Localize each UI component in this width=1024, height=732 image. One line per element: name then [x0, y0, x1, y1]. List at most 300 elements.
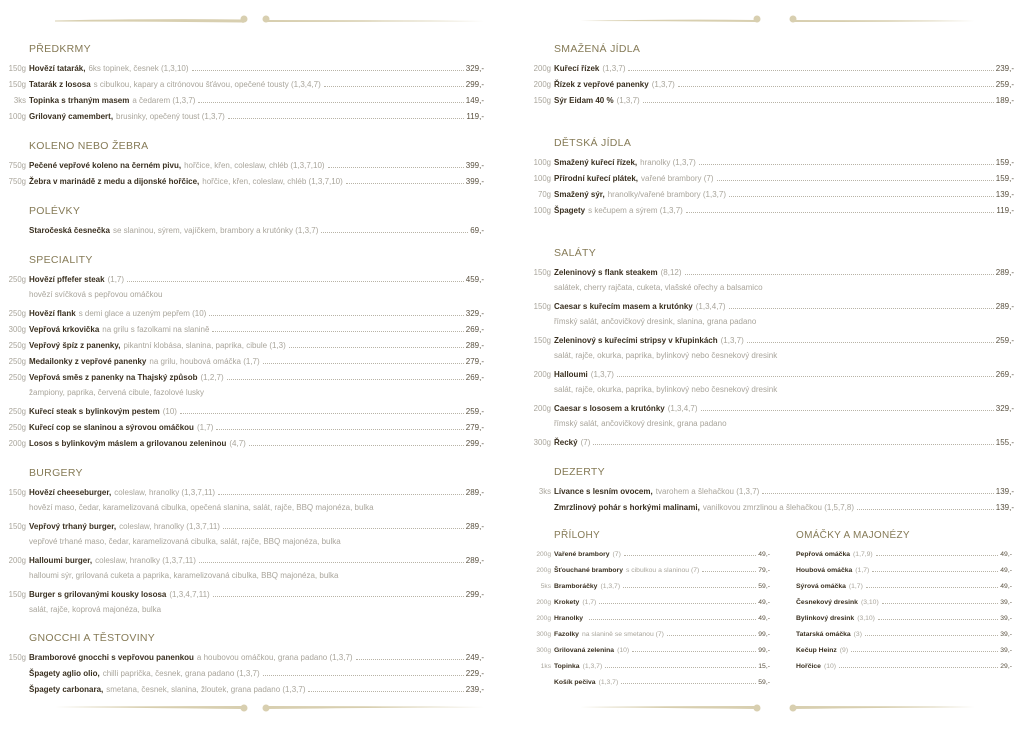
- item-price: 239,-: [995, 64, 1014, 73]
- item-price: 289,-: [995, 268, 1014, 277]
- leader-dots: [717, 180, 994, 181]
- leader-dots: [198, 102, 463, 103]
- section-speciality: [8, 254, 484, 452]
- section-predkrmy: [8, 43, 484, 125]
- item-weight: 150g: [533, 96, 551, 105]
- divider-flourish-icon: [55, 12, 495, 26]
- leader-dots: [882, 603, 999, 604]
- item-desc: (1,7,9): [853, 551, 873, 558]
- item-name: Česnekový dresink: [796, 599, 858, 606]
- item-price: 299,-: [465, 439, 484, 448]
- section-title: DEZERTY: [554, 466, 605, 478]
- item-desc: vanilkovou zmrzlinou a šlehačkou (1,5,7,8): [702, 503, 855, 512]
- item-price: 149,-: [465, 96, 484, 105]
- menu-item: [540, 659, 770, 675]
- menu-item: [540, 579, 770, 595]
- leader-dots: [249, 445, 464, 446]
- item-weight: 150g: [533, 268, 551, 277]
- item-name: Vepřový trhaný burger,: [29, 522, 117, 531]
- item-price: 79,-: [758, 567, 770, 574]
- item-weight: 750g: [8, 161, 26, 170]
- menu-item: [533, 401, 1014, 431]
- item-name: Topinka: [554, 663, 580, 670]
- item-price: 259,-: [465, 407, 484, 416]
- item-price: 15,-: [758, 663, 770, 670]
- item-weight: 250g: [8, 275, 26, 284]
- item-name: Přírodní kuřecí plátek,: [554, 174, 639, 183]
- item-price: 119,-: [996, 206, 1014, 215]
- item-name: Caesar s kuřecím masem a krutónky: [554, 302, 693, 311]
- item-name: Vařené brambory: [554, 551, 610, 558]
- item-desc: s cibulkou a slaninou (7): [625, 567, 700, 574]
- item-weight: 750g: [8, 177, 26, 186]
- menu-item: [536, 547, 770, 563]
- item-price: 29,-: [1000, 663, 1012, 670]
- leader-dots: [876, 555, 999, 556]
- menu-item: [533, 333, 1014, 363]
- item-desc: (7): [612, 551, 621, 558]
- item-desc: vařené brambory (7): [641, 174, 714, 183]
- item-weight: 250g: [8, 373, 26, 382]
- item-name: Losos s bylinkovým máslem a grilovanou zeleninou: [29, 439, 227, 448]
- item-price: 459,-: [465, 275, 484, 284]
- leader-dots: [865, 635, 998, 636]
- menu-item: [796, 595, 1012, 611]
- menu-item: [8, 61, 484, 77]
- item-name: Špagety: [554, 206, 586, 215]
- item-price: 329,-: [995, 404, 1014, 413]
- item-desc: tvarohem a šlehačkou (1,3,7): [655, 487, 760, 496]
- item-weight: 250g: [8, 309, 26, 318]
- item-name: Hořčice: [796, 663, 821, 670]
- item-name: Halloumi burger,: [29, 556, 93, 565]
- item-weight: 3ks: [538, 487, 551, 496]
- menu-item: [796, 643, 1012, 659]
- item-weight: 150g: [8, 653, 26, 662]
- item-weight: 200g: [8, 556, 26, 565]
- menu-item: [8, 174, 484, 190]
- leader-dots: [851, 651, 998, 652]
- menu-item: [8, 272, 484, 302]
- item-name: Pepřová omáčka: [796, 551, 851, 558]
- leader-dots: [328, 167, 464, 168]
- item-price: 279,-: [465, 357, 484, 366]
- item-price: 59,-: [758, 679, 770, 686]
- leader-dots: [127, 281, 464, 282]
- item-desc: (1,3,4,7): [695, 302, 726, 311]
- item-weight: 250g: [8, 341, 26, 350]
- leader-dots: [686, 212, 995, 213]
- leader-dots: [308, 691, 463, 692]
- left-page: [8, 43, 484, 713]
- item-price: 39,-: [1000, 615, 1012, 622]
- leader-dots: [227, 379, 464, 380]
- item-weight: 1ks: [540, 663, 551, 670]
- item-subdesc: vepřové trhané maso, čedar, karamelizovaná cibulka, salát, rajče, BBQ majonéza, bulka: [29, 537, 341, 546]
- item-weight: 150g: [8, 80, 26, 89]
- menu-item: [537, 187, 1014, 203]
- menu-item: [8, 77, 484, 93]
- item-name: Košík pečiva: [554, 679, 596, 686]
- item-name: Vepřový špíz z panenky,: [29, 341, 121, 350]
- item-name: Kečup Heinz: [796, 647, 837, 654]
- item-name: Zeleninový s flank steakem: [554, 268, 658, 277]
- menu-item: [533, 435, 1014, 451]
- item-desc: (3): [853, 631, 862, 638]
- item-subdesc: salátek, cherry rajčata, cuketa, vlašské ořechy a balsamico: [554, 283, 763, 292]
- item-name: Vepřová směs z panenky na Thajský způsob: [29, 373, 198, 382]
- item-subdesc: hovězí maso, čedar, karamelizovaná cibulka, opečená slanina, salát, rajče, BBQ majonéza, bulka: [29, 503, 374, 512]
- item-weight: 250g: [8, 357, 26, 366]
- menu-item: [8, 404, 484, 420]
- item-desc: (1,3,7): [600, 583, 621, 590]
- item-desc: (1,3,7): [720, 336, 744, 345]
- item-price: 49,-: [1000, 551, 1012, 558]
- section-salaty: [533, 247, 1014, 451]
- leader-dots: [678, 86, 994, 87]
- item-name: Žebra v marinádě z medu a dijonské hořčice,: [29, 177, 200, 186]
- leader-dots: [878, 619, 998, 620]
- item-desc: se slaninou, sýrem, vajíčkem, brambory a krutónky (1,3,7): [112, 226, 319, 235]
- menu-item: [8, 109, 484, 125]
- item-subdesc: halloumi sýr, grilovaná cuketa a paprika, karamelizovaná cibulka, BBQ majonéza, bulka: [29, 571, 339, 580]
- item-desc: coleslaw, hranolky (1,3,7,11): [114, 488, 216, 497]
- item-name: Smažený kuřecí řízek,: [554, 158, 638, 167]
- ornament-top-right: [580, 12, 980, 26]
- item-name: Tatarák z lososa: [29, 80, 91, 89]
- item-price: 49,-: [1000, 583, 1012, 590]
- item-desc: smetana, česnek, slanina, žloutek, grana padano (1,3,7): [106, 685, 306, 694]
- item-desc: na grilu s fazolkami na slanině: [102, 325, 210, 334]
- item-desc: hranolky/vařené brambory (1,3,7): [607, 190, 726, 199]
- item-price: 159,-: [995, 174, 1014, 183]
- section-burgery: [8, 467, 484, 617]
- leader-dots: [356, 659, 464, 660]
- item-desc: hořčice, křen, coleslaw, chléb (1,3,7,10): [184, 161, 325, 170]
- item-price: 289,-: [465, 556, 484, 565]
- item-subdesc: žampiony, paprika, červená cibule, fazolové lusky: [29, 388, 205, 397]
- section-title: KOLENO NEBO ŽEBRA: [29, 140, 149, 152]
- item-desc: s kečupem a sýrem (1,3,7): [588, 206, 683, 215]
- item-desc: coleslaw, hranolky (1,3,7,11): [119, 522, 220, 531]
- leader-dots: [702, 571, 756, 572]
- item-desc: (1,3,7): [598, 679, 619, 686]
- item-weight: 250g: [8, 407, 26, 416]
- item-weight: 150g: [8, 64, 26, 73]
- item-name: Burger s grilovanými kousky lososa: [29, 590, 167, 599]
- item-desc: (10): [162, 407, 177, 416]
- menu-item: [533, 203, 1014, 219]
- item-desc: s demi glace a uzeným pepřem (10): [78, 309, 207, 318]
- item-desc: s cibulkou, kapary a citrónovou šťávou, opečené tousty (1,3,4,7): [93, 80, 321, 89]
- section-title: SALÁTY: [554, 247, 597, 259]
- menu-item: [796, 547, 1012, 563]
- section-title: OMÁČKY A MAJONÉZY: [796, 530, 910, 541]
- section-title: POLÉVKY: [29, 205, 81, 217]
- item-name: Fazolky: [554, 631, 579, 638]
- menu-item: [796, 579, 1012, 595]
- item-weight: 300g: [533, 438, 551, 447]
- item-name: Řízek z vepřové panenky: [554, 80, 649, 89]
- menu-item: [8, 553, 484, 583]
- section-polevky: [29, 205, 484, 239]
- leader-dots: [857, 509, 994, 510]
- item-price: 329,-: [465, 309, 484, 318]
- item-weight: 200g: [536, 567, 551, 574]
- item-name: Smažený sýr,: [554, 190, 605, 199]
- leader-dots: [643, 102, 994, 103]
- item-desc: (1,3,7): [616, 96, 640, 105]
- item-weight: 200g: [533, 370, 551, 379]
- item-price: 399,-: [465, 161, 484, 170]
- item-price: 289,-: [465, 522, 484, 531]
- item-price: 229,-: [465, 669, 484, 678]
- item-price: 139,-: [995, 190, 1014, 199]
- item-price: 39,-: [1000, 631, 1012, 638]
- menu-item: [8, 485, 484, 515]
- leader-dots: [216, 429, 463, 430]
- section-smazena-jidla: [533, 43, 1014, 109]
- item-name: Kuřecí cop se slaninou a sýrovou omáčkou: [29, 423, 194, 432]
- item-name: Sýr Eidam 40 %: [554, 96, 614, 105]
- item-weight: 70g: [537, 190, 551, 199]
- item-weight: 250g: [8, 423, 26, 432]
- item-desc: (1,3,4,7,11): [169, 590, 210, 599]
- leader-dots: [605, 667, 756, 668]
- menu-item: [29, 666, 484, 682]
- leader-dots: [621, 683, 756, 684]
- item-price: 289,-: [995, 302, 1014, 311]
- leader-dots: [213, 596, 464, 597]
- menu-item: [796, 563, 1012, 579]
- leader-dots: [263, 675, 464, 676]
- item-price: 49,-: [758, 615, 770, 622]
- item-desc: hranolky (1,3,7): [640, 158, 696, 167]
- leader-dots: [228, 118, 465, 119]
- item-price: 155,-: [995, 438, 1014, 447]
- leader-dots: [699, 164, 994, 165]
- leader-dots: [866, 587, 998, 588]
- leader-dots: [589, 619, 756, 620]
- item-weight: 200g: [536, 599, 551, 606]
- item-name: Hovězí pffefer steak: [29, 275, 105, 284]
- item-price: 269,-: [465, 325, 484, 334]
- menu-item: [13, 93, 484, 109]
- leader-dots: [212, 331, 463, 332]
- leader-dots: [623, 587, 756, 588]
- menu-item: [8, 158, 484, 174]
- item-desc: (4,7): [229, 439, 246, 448]
- menu-item: [533, 367, 1014, 397]
- item-price: 119,-: [466, 112, 484, 121]
- item-name: Bramboráčky: [554, 583, 598, 590]
- item-desc: hořčice, křen, coleslaw, chléb (1,3,7,10): [202, 177, 343, 186]
- menu-item: [533, 171, 1014, 187]
- menu-item: [29, 682, 484, 698]
- item-name: Bylinkový dresink: [796, 615, 855, 622]
- item-name: Medailonky z vepřové panenky: [29, 357, 147, 366]
- item-weight: 100g: [8, 112, 26, 121]
- divider-flourish-icon: [580, 12, 980, 26]
- leader-dots: [209, 315, 463, 316]
- section-title: BURGERY: [29, 467, 83, 479]
- ornament-top-left: [55, 12, 495, 26]
- item-price: 289,-: [465, 341, 484, 350]
- item-price: 399,-: [465, 177, 484, 186]
- item-desc: (7): [580, 438, 591, 447]
- item-name: Hranolky: [554, 615, 584, 622]
- item-desc: 6ks topinek, česnek (1,3,10): [88, 64, 189, 73]
- item-weight: 200g: [533, 64, 551, 73]
- menu-item: [554, 500, 1014, 516]
- item-desc: chilli paprička, česnek, grana padano (1,3,7): [102, 669, 260, 678]
- item-desc: (3,10): [860, 599, 879, 606]
- item-price: 249,-: [465, 653, 484, 662]
- leader-dots: [624, 555, 756, 556]
- leader-dots: [628, 70, 993, 71]
- section-title: GNOCCHI A TĚSTOVINY: [29, 632, 156, 644]
- item-price: 159,-: [995, 158, 1014, 167]
- item-weight: 200g: [533, 80, 551, 89]
- section-title: PŘEDKRMY: [29, 43, 91, 55]
- item-price: 299,-: [465, 590, 484, 599]
- item-name: Tatarská omáčka: [796, 631, 851, 638]
- menu-item: [533, 299, 1014, 329]
- item-name: Šťouchané brambory: [554, 567, 623, 574]
- item-weight: 200g: [533, 404, 551, 413]
- item-name: Grilovaný camembert,: [29, 112, 114, 121]
- leader-dots: [180, 413, 464, 414]
- leader-dots: [701, 410, 994, 411]
- menu-item: [533, 77, 1014, 93]
- menu-item: [536, 595, 770, 611]
- item-weight: 300g: [536, 647, 551, 654]
- item-desc: (1,3,7): [602, 64, 626, 73]
- menu-item: [536, 643, 770, 659]
- item-name: Sýrová omáčka: [796, 583, 846, 590]
- leader-dots: [762, 493, 993, 494]
- section-gnocchi-a-testoviny: [8, 632, 484, 698]
- section-dezerty: [538, 466, 1014, 516]
- section-koleno-nebo-zebra: [8, 140, 484, 190]
- leader-dots: [729, 308, 994, 309]
- leader-dots: [667, 635, 756, 636]
- item-price: 289,-: [465, 488, 484, 497]
- item-desc: (9): [839, 647, 849, 654]
- item-price: 39,-: [1000, 647, 1012, 654]
- menu-item: [533, 61, 1014, 77]
- item-weight: 5ks: [540, 583, 551, 590]
- menu-item: [533, 155, 1014, 171]
- item-weight: 100g: [533, 206, 551, 215]
- item-desc: (3,10): [857, 615, 875, 622]
- item-weight: 150g: [533, 336, 551, 345]
- item-price: 139,-: [995, 503, 1014, 512]
- menu-item: [538, 484, 1014, 500]
- item-desc: na grilu, houbová omáčka (1,7): [149, 357, 260, 366]
- menu-item: [536, 563, 770, 579]
- item-desc: (10): [823, 663, 837, 670]
- item-desc: (1,3,7): [582, 663, 603, 670]
- item-desc: (1,7): [848, 583, 863, 590]
- leader-dots: [685, 274, 994, 275]
- item-name: Caesar s lososem a krutónky: [554, 404, 665, 413]
- item-subdesc: salát, rajče, okurka, paprika, bylinkový nebo česnekový dresink: [554, 385, 778, 394]
- menu-item: [796, 659, 1012, 675]
- menu-item: [533, 93, 1014, 109]
- item-name: Grilovaná zelenina: [554, 647, 615, 654]
- item-price: 99,-: [758, 647, 770, 654]
- section-title: SPECIALITY: [29, 254, 93, 266]
- item-name: Kuřecí řízek: [554, 64, 600, 73]
- item-name: Špagety aglio olio,: [29, 669, 100, 678]
- item-name: Houbová omáčka: [796, 567, 853, 574]
- item-weight: 3ks: [13, 96, 26, 105]
- leader-dots: [593, 444, 993, 445]
- item-subdesc: římský salát, ančovičkový dresink, grana padano: [554, 419, 727, 428]
- leader-dots: [839, 667, 998, 668]
- item-price: 239,-: [465, 685, 484, 694]
- item-price: 269,-: [995, 370, 1014, 379]
- item-desc: a čedarem (1,3,7): [132, 96, 196, 105]
- leader-dots: [199, 562, 464, 563]
- ornament-bottom-right: [580, 700, 980, 714]
- item-weight: 100g: [533, 174, 551, 183]
- leader-dots: [223, 528, 464, 529]
- menu-item: [536, 627, 770, 643]
- leader-dots: [289, 347, 464, 348]
- leader-dots: [729, 196, 994, 197]
- leader-dots: [617, 376, 994, 377]
- leader-dots: [321, 232, 468, 233]
- menu-item: [8, 650, 484, 666]
- item-name: Řecký: [554, 438, 578, 447]
- item-subdesc: hovězí svíčková s pepřovou omáčkou: [29, 290, 163, 299]
- item-price: 299,-: [465, 80, 484, 89]
- section-title: DĚTSKÁ JÍDLA: [554, 137, 632, 149]
- menu-item: [554, 675, 770, 691]
- item-desc: na slanině se smetanou (7): [581, 631, 664, 638]
- menu-item: [796, 627, 1012, 643]
- menu-item: [536, 611, 770, 627]
- item-name: Kuřecí steak s bylinkovým pestem: [29, 407, 160, 416]
- item-desc: (8,12): [660, 268, 682, 277]
- menu-item: [29, 223, 484, 239]
- item-desc: (1,7): [107, 275, 125, 284]
- right-page: [533, 43, 1014, 531]
- menu-item: [8, 420, 484, 436]
- item-name: Lívance s lesním ovocem,: [554, 487, 653, 496]
- menu-item: [8, 354, 484, 370]
- item-weight: 150g: [8, 522, 26, 531]
- item-weight: 200g: [536, 551, 551, 558]
- menu-item: [8, 322, 484, 338]
- item-weight: 150g: [8, 590, 26, 599]
- item-weight: 100g: [533, 158, 551, 167]
- item-name: Hovězí flank: [29, 309, 76, 318]
- section-title: SMAŽENÁ JÍDLA: [554, 43, 641, 55]
- item-price: 49,-: [758, 599, 770, 606]
- item-weight: 150g: [8, 488, 26, 497]
- item-name: Špagety carbonara,: [29, 685, 104, 694]
- item-price: 269,-: [465, 373, 484, 382]
- section-omacky-a-majonezy: [796, 530, 1012, 675]
- item-desc: brusinky, opečený toust (1,3,7): [116, 112, 225, 121]
- item-desc: (1,7): [855, 567, 870, 574]
- item-name: Krokety: [554, 599, 580, 606]
- leader-dots: [263, 363, 464, 364]
- leader-dots: [218, 494, 464, 495]
